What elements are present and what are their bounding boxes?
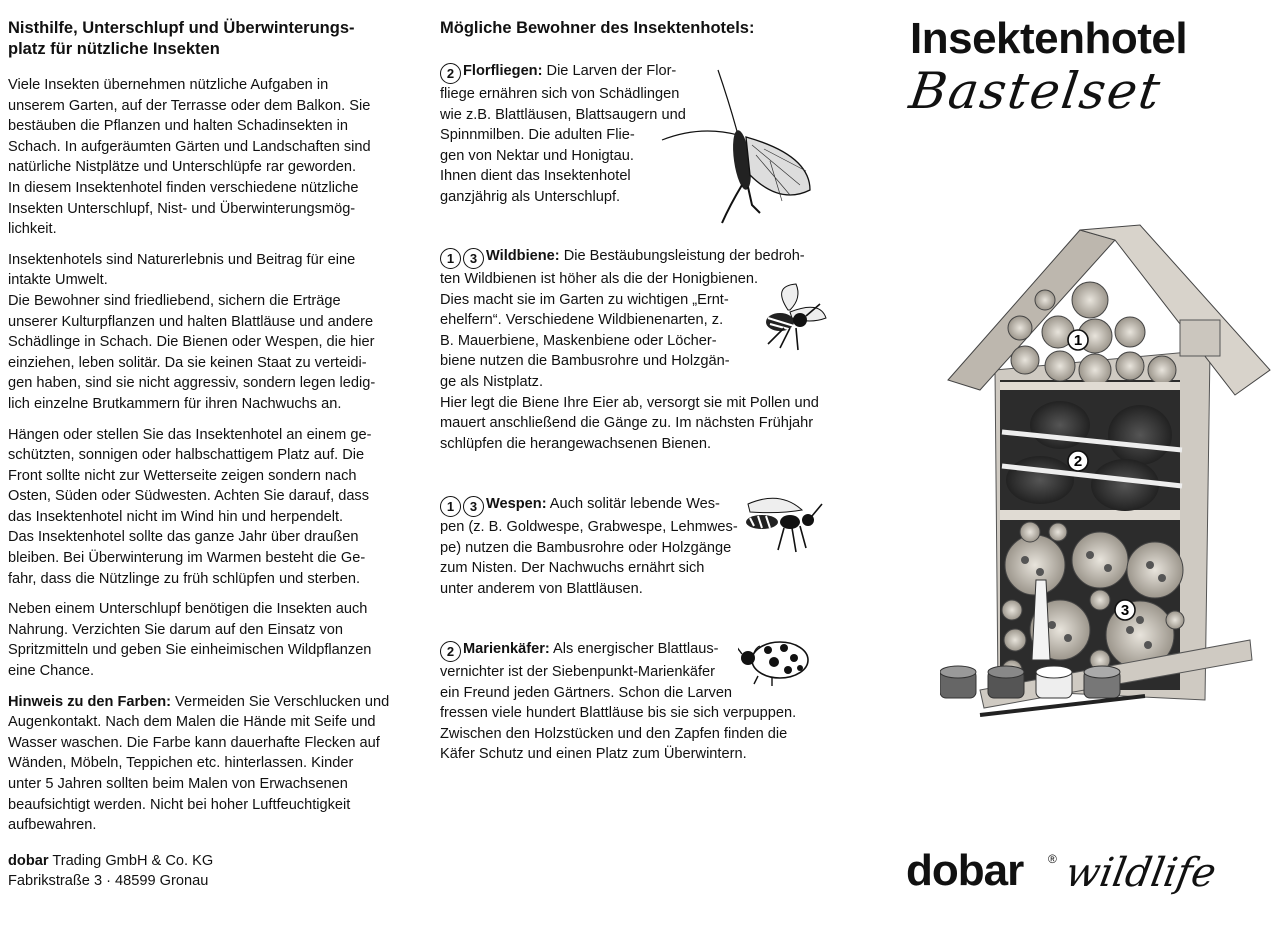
text-line: intakte Umwelt.	[8, 272, 108, 289]
section-text: Die Larven der Flor-	[542, 63, 677, 79]
text-line: das Insektenhotel nicht im Wind hin und herpendelt.	[8, 508, 344, 525]
insect-hotel-paragraph	[8, 250, 390, 415]
text-line: Front sollte nicht zur Wetterseite zeigen sondern nach	[8, 467, 357, 484]
product-title: Insektenhotel	[910, 14, 1188, 63]
text-line: lichkeit.	[8, 221, 57, 238]
text-line: Spritzmitteln und geben Sie einheimischen Wildpflanzen	[8, 642, 372, 659]
text-line: Neben einem Unterschlupf benötigen die Insekten auch	[8, 601, 368, 618]
section-label: Wespen:	[486, 496, 547, 512]
text-line: Schädlinge in Schach. Die Bienen oder Wespen, die hier	[8, 334, 375, 351]
text-line: Hängen oder stellen Sie das Insektenhotel an einem ge-	[8, 426, 372, 443]
text-line: bleiben. Bei Überwinterung im Warmen besteht die Ge-	[8, 550, 366, 567]
dobar-wildlife-logo	[906, 846, 1246, 916]
company-bold: dobar	[8, 852, 49, 869]
logo-wildlife: wildlife	[1061, 850, 1220, 896]
text-line: schützten, sonnigen oder halbschattigem Platz auf. Die	[8, 447, 365, 464]
insect-hotel-illustration	[940, 220, 1280, 720]
number-badge: 1	[440, 248, 461, 269]
text-line: fressen viele hundert Blattläuse bis sie sich verpuppen.	[440, 705, 797, 722]
paint-note-rest	[8, 712, 390, 836]
text-line: fliege ernähren sich von Schädlingen	[440, 86, 680, 102]
text-line: Das Insektenhotel sollte das ganze Jahr über draußen	[8, 529, 359, 546]
section-first-line	[440, 246, 830, 269]
text-line: ganzjährig als Unterschlupf.	[440, 188, 621, 205]
intro-paragraph	[8, 75, 390, 240]
food-paragraph	[8, 599, 390, 681]
number-badge: 1	[440, 496, 461, 517]
left-column	[8, 0, 390, 892]
text-line: Osten, Süden oder Südwesten. Achten Sie darauf, dass	[8, 488, 370, 505]
text-line: vernichter ist der Siebenpunkt-Marienkäfer	[440, 664, 715, 680]
text-line: B. Mauerbiene, Maskenbiene oder Löcher-	[440, 332, 717, 349]
text-line: biene nutzen die Bambusrohre und Holzgän-	[440, 353, 730, 370]
wasp-icon	[740, 492, 825, 562]
paint-note-first-line	[8, 692, 390, 713]
text-line: ten Wildbienen ist höher als die der Honigbienen.	[440, 271, 759, 287]
left-heading	[8, 18, 390, 60]
company-rest: Trading GmbH & Co. KG	[48, 852, 214, 869]
text-line: zum Nisten. Der Nachwuchs ernährt sich	[440, 560, 705, 577]
text-line: Schach. In aufgeräumten Gärten und Landschaften sind	[8, 138, 371, 155]
number-badge: 3	[463, 496, 484, 517]
text-line: ein Freund jeden Gärtners. Schon die Larven	[440, 684, 733, 701]
right-column	[880, 0, 1280, 936]
text-line: Augenkontakt. Nach dem Malen die Hände mit Seife und	[8, 714, 376, 731]
product-subtitle: Bastelset	[905, 62, 1166, 120]
text-line: Die Bewohner sind friedliebend, sichern die Erträge	[8, 292, 341, 309]
text-line: Hier legt die Biene Ihre Eier ab, versorgt sie mit Pollen und	[440, 394, 819, 411]
text-line: mauert anschließend die Gänge zu. Im nächsten Frühjahr	[440, 415, 814, 432]
text-line: Spinnmilben. Die adulten Flie-	[440, 127, 635, 144]
text-line: aufbewahren.	[8, 817, 97, 834]
number-badge: 2	[440, 641, 461, 662]
number-badge: 3	[463, 248, 484, 269]
number-badge: 2	[440, 63, 461, 84]
text-line: Käfer Schutz und einen Platz zum Überwintern.	[440, 746, 747, 763]
paint-note	[8, 692, 390, 836]
text-line: Insektenhotels sind Naturerlebnis und Beitrag für eine	[8, 251, 356, 268]
text-line: lich einzelne Brutkammern für ihren Nachwuchs an.	[8, 395, 342, 412]
text-line: Nahrung. Verzichten Sie darum auf den Einsatz von	[8, 621, 344, 638]
paint-note-label: Hinweis zu den Farben:	[8, 693, 171, 710]
company-name	[8, 851, 390, 872]
section-label: Florfliegen:	[463, 63, 543, 79]
ladybird-icon	[738, 636, 813, 686]
left-heading-line: Nisthilfe, Unterschlupf und Überwinterungs-	[8, 19, 355, 37]
left-heading-line: platz für nützliche Insekten	[8, 40, 220, 58]
hotel-label-2: 2	[1073, 453, 1083, 470]
section-label: Wildbiene:	[486, 248, 560, 264]
middle-column	[440, 0, 830, 936]
hotel-label-3: 3	[1120, 602, 1130, 619]
text-line: wie z.B. Blattläusen, Blattsaugern und	[440, 106, 686, 123]
text-line: schlüpfen die herangewachsenen Bienen.	[440, 435, 711, 452]
company-address	[8, 851, 390, 892]
text-line: ehelfern“. Verschiedene Wildbienenarten, z.	[440, 312, 724, 329]
text-line: unserer Kulturpflanzen und halten Blattläuse und andere	[8, 313, 374, 330]
text-line: In diesem Insektenhotel finden verschiedene nützliche	[8, 179, 359, 196]
text-line: Zwischen den Holzstücken und den Zapfen finden die	[440, 725, 788, 742]
text-line: eine Chance.	[8, 663, 95, 680]
text-line: bestäuben die Pflanzen und halten Schadinsekten in	[8, 118, 348, 135]
text-line: fahr, dass die Nützlinge zu früh schlüpfen und sterben.	[8, 570, 361, 587]
text-line: Insekten Unterschlupf, Nist- und Überwinterungsmög-	[8, 200, 356, 217]
section-text: Als energischer Blattlaus-	[549, 641, 719, 657]
placement-paragraph	[8, 425, 390, 590]
text-line: ge als Nistplatz.	[440, 373, 544, 390]
wild-bee-icon	[750, 278, 830, 358]
section-text: Die Bestäubungsleistung der bedroh-	[559, 248, 805, 264]
text-line: Ihnen dient das Insektenhotel	[440, 168, 631, 185]
text-line: beaufsichtigt werden. Nicht bei hoher Luftfeuchtigkeit	[8, 796, 351, 813]
text-line: natürliche Nistplätze und Unterschlüpfe rar geworden.	[8, 159, 357, 176]
text-line: pe) nutzen die Bambusrohre oder Holzgänge	[440, 539, 732, 556]
company-street: Fabrikstraße 3 · 48599 Gronau	[8, 873, 209, 890]
text-line: unter anderem von Blattläusen.	[440, 580, 643, 597]
text-line: gen von Nektar und Honigtau.	[440, 147, 634, 164]
text-line: pen (z. B. Goldwespe, Grabwespe, Lehmwes-	[440, 519, 738, 535]
text-line: einziehen, leben solitär. Da sie keinen Staat zu verteidi-	[8, 354, 367, 371]
text-line: gen haben, sind sie nicht aggressiv, sondern legen ledig-	[8, 375, 376, 392]
paint-note-text: Vermeiden Sie Verschlucken und	[170, 693, 390, 710]
text-line: Wasser waschen. Die Farbe kann dauerhafte Flecken auf	[8, 734, 380, 751]
text-line: unter 5 Jahren sollten beim Malen von Erwachsenen	[8, 776, 348, 792]
logo-dobar: dobar	[906, 846, 1024, 895]
residents-heading: Mögliche Bewohner des Insektenhotels:	[440, 19, 755, 37]
hotel-label-1: 1	[1073, 332, 1083, 349]
text-line: Viele Insekten übernehmen nützliche Aufgaben in	[8, 77, 329, 93]
text-line: Dies macht sie im Garten zu wichtigen „Ernt-	[440, 291, 729, 308]
text-line: Wänden, Möbeln, Teppichen etc. hinterlassen. Kinder	[8, 755, 354, 772]
section-label: Marienkäfer:	[463, 641, 550, 657]
section-text: Auch solitär lebende Wes-	[546, 496, 720, 512]
logo-registered: ®	[1048, 852, 1057, 866]
text-line: unserem Garten, auf der Terrasse oder dem Balkon. Sie	[8, 97, 371, 114]
lacewing-icon	[660, 65, 820, 225]
